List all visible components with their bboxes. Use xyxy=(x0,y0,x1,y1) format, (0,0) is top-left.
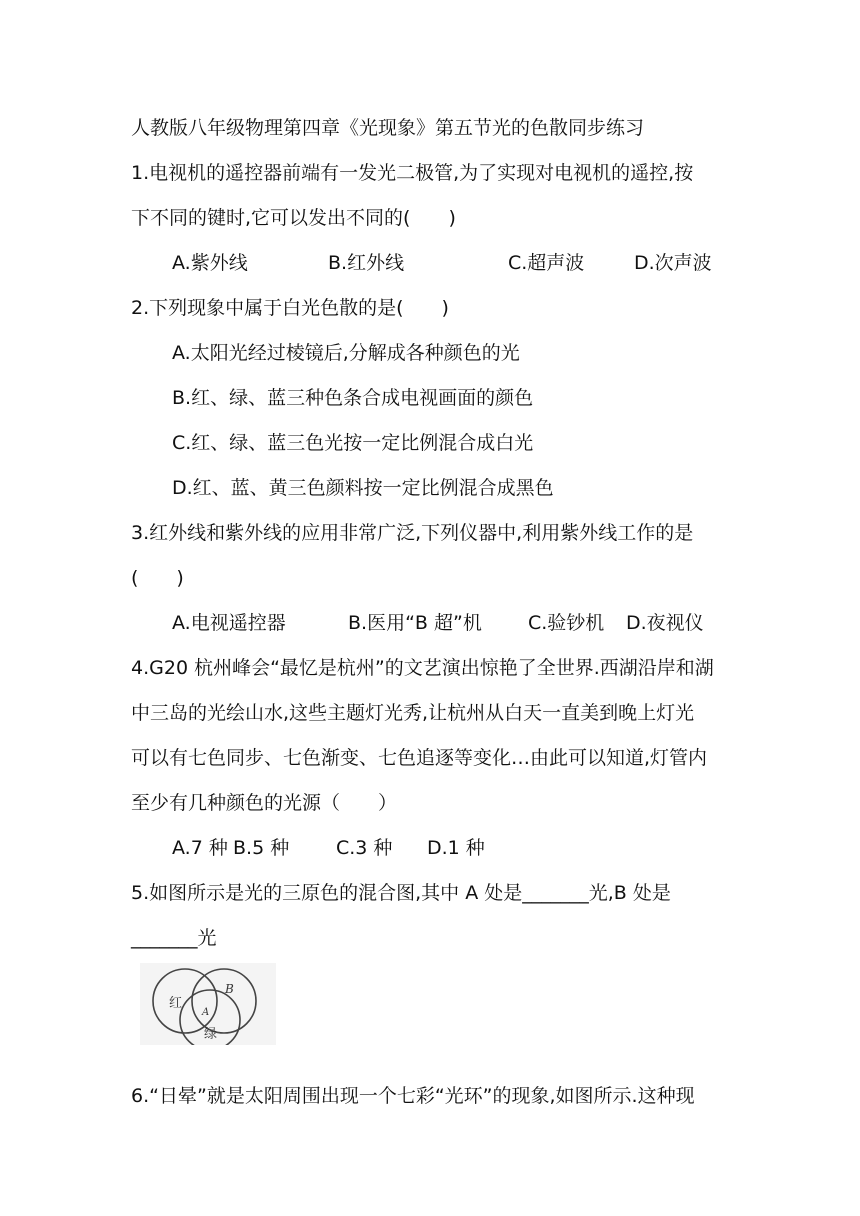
document-title: 人教版八年级物理第四章《光现象》第五节光的色散同步练习 xyxy=(131,117,645,139)
b-circle xyxy=(192,969,256,1033)
question-4-option-d: D.1 种 xyxy=(427,837,485,859)
question-1-option-a: A.紫外线 xyxy=(172,252,248,274)
question-1-stem-line-1: 1.电视机的遥控器前端有一发光二极管,为了实现对电视机的遥控,按 xyxy=(131,162,694,184)
three-primary-colors-figure xyxy=(140,963,276,1045)
question-1-stem-line-2: 下不同的键时,它可以发出不同的( ) xyxy=(131,207,456,229)
question-4-stem-line-2: 中三岛的光绘山水,这些主题灯光秀,让杭州从白天一直美到晚上灯光 xyxy=(131,702,695,724)
question-4-option-a: A.7 种 xyxy=(172,837,228,859)
question-5-stem-line-2: _______光 xyxy=(131,927,217,949)
label-b: B xyxy=(225,982,234,996)
question-4-option-b: B.5 种 xyxy=(233,837,290,859)
question-1-option-c: C.超声波 xyxy=(508,252,585,274)
question-3-option-b: B.医用“B 超”机 xyxy=(348,612,482,634)
question-3-stem-line-2: ( ) xyxy=(131,567,184,589)
label-a: A xyxy=(202,1007,210,1018)
question-6-stem-line-1: 6.“日晕”就是太阳周围出现一个七彩“光环”的现象,如图所示.这种现 xyxy=(131,1085,695,1107)
question-2-option-a: A.太阳光经过棱镜后,分解成各种颜色的光 xyxy=(172,342,520,364)
question-2-option-c: C.红、绿、蓝三色光按一定比例混合成白光 xyxy=(172,432,534,454)
question-3-stem-line-1: 3.红外线和紫外线的应用非常广泛,下列仪器中,利用紫外线工作的是 xyxy=(131,522,694,544)
question-1-option-d: D.次声波 xyxy=(634,252,712,274)
question-5-stem-line-1: 5.如图所示是光的三原色的混合图,其中 A 处是_______光,B 处是 xyxy=(131,882,671,904)
red-circle xyxy=(153,969,217,1033)
question-3-option-a: A.电视遥控器 xyxy=(172,612,286,634)
question-2-option-b: B.红、绿、蓝三种色条合成电视画面的颜色 xyxy=(172,387,534,409)
question-4-option-c: C.3 种 xyxy=(336,837,393,859)
question-2-stem: 2.下列现象中属于白光色散的是( ) xyxy=(131,297,449,319)
question-4-stem-line-4: 至少有几种颜色的光源（ ） xyxy=(131,792,398,814)
question-3-option-c: C.验钞机 xyxy=(528,612,605,634)
label-red: 红 xyxy=(169,996,183,1011)
question-4-stem-line-3: 可以有七色同步、七色渐变、七色追逐等变化…由此可以知道,灯管内 xyxy=(131,747,708,769)
question-1-option-b: B.红外线 xyxy=(328,252,405,274)
venn-diagram xyxy=(140,963,276,1045)
question-2-option-d: D.红、蓝、黄三色颜料按一定比例混合成黑色 xyxy=(172,477,554,499)
question-4-stem-line-1: 4.G20 杭州峰会“最忆是杭州”的文艺演出惊艳了全世界.西湖沿岸和湖 xyxy=(131,657,714,679)
question-3-option-d: D.夜视仪 xyxy=(626,612,704,634)
label-green: 绿 xyxy=(204,1027,218,1042)
